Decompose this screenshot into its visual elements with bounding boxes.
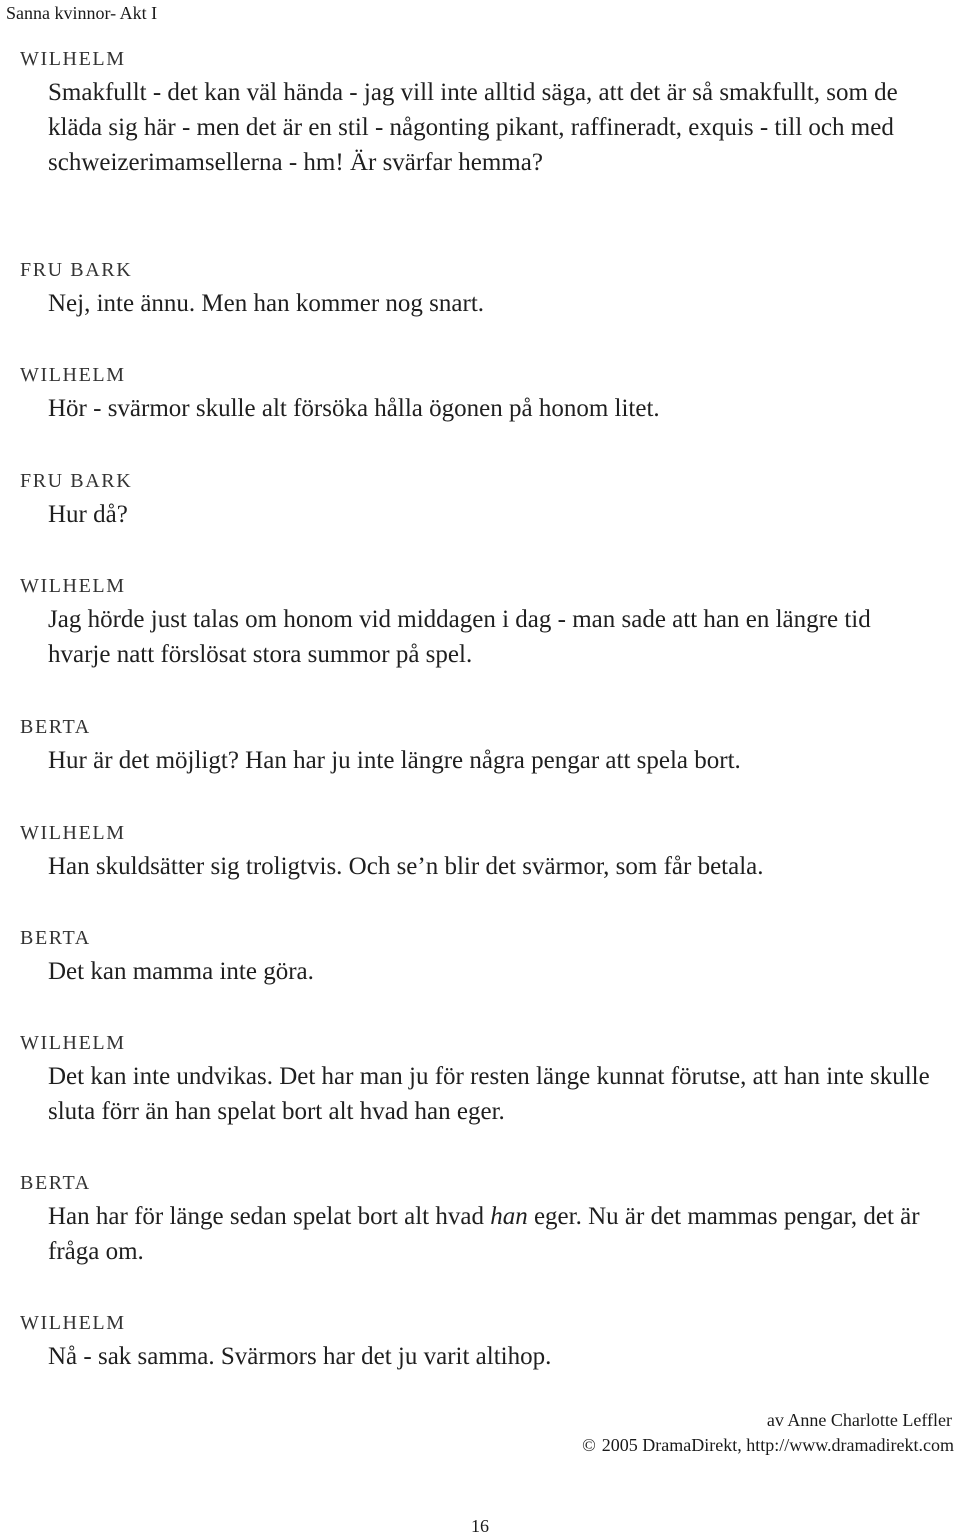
copyright-text: 2005 DramaDirekt, http://www.dramadirekt.com	[601, 1435, 954, 1455]
dialogue-line: Han skuldsätter sig troligtvis. Och se’n blir det svärmor, som får betala.	[48, 853, 764, 880]
speaker-name: BERTA	[20, 927, 91, 949]
copyright-line	[582, 1434, 954, 1456]
speaker-name: WILHELM	[20, 48, 126, 70]
dialogue-line: Det kan inte undvikas. Det har man ju för resten länge kunnat förutse, att han inte skulle sluta förr än han spelat bort alt hvad han eger.	[48, 1063, 930, 1125]
dialogue-text-after: eger. Nu är det mammas pengar, det är fråga om.	[48, 1203, 920, 1265]
emphasized-word: han	[490, 1203, 528, 1230]
copyright-icon: ©	[582, 1435, 596, 1455]
dialogue-line: Hur är det möjligt? Han har ju inte längre några pengar att spela bort.	[48, 747, 741, 774]
speaker-name: WILHELM	[20, 575, 126, 597]
dialogue-line: Det kan mamma inte göra.	[48, 958, 314, 985]
speaker-name: WILHELM	[20, 1312, 126, 1334]
speaker-name: WILHELM	[20, 822, 126, 844]
dialogue-line: Smakfullt - det kan väl hända - jag vill inte alltid säga, att det är så smakfullt, som de kläda sig här - men det är en stil - någonting pikant, raffineradt, exquis - till och med schweizerimamsellerna - hm! Är svärfar hemma?	[48, 79, 898, 176]
dialogue-line: Jag hörde just talas om honom vid middagen i dag - man sade att han en längre tid hvarje natt förslösat stora summor på spel.	[48, 606, 871, 668]
dialogue-line: Nej, inte ännu. Men han kommer nog snart.	[48, 290, 485, 317]
speaker-name: FRU BARK	[20, 259, 133, 281]
dialogue-line: Hör - svärmor skulle alt försöka hålla ögonen på honom litet.	[48, 395, 660, 422]
speaker-name: WILHELM	[20, 1032, 126, 1054]
page-number: 16	[471, 1516, 489, 1536]
document-header: Sanna kvinnor- Akt I	[6, 3, 158, 23]
speaker-name: BERTA	[20, 716, 91, 738]
dialogue-line	[48, 1199, 938, 1269]
author-credit: av Anne Charlotte Leffler	[766, 1410, 952, 1430]
speaker-name: WILHELM	[20, 364, 126, 386]
dialogue-line: Hur då?	[48, 501, 128, 528]
speaker-name: BERTA	[20, 1172, 91, 1194]
speaker-name: FRU BARK	[20, 470, 133, 492]
dialogue-line: Nå - sak samma. Svärmors har det ju varit altihop.	[48, 1343, 552, 1370]
dialogue-text-before: Han har för länge sedan spelat bort alt hvad	[48, 1203, 491, 1230]
